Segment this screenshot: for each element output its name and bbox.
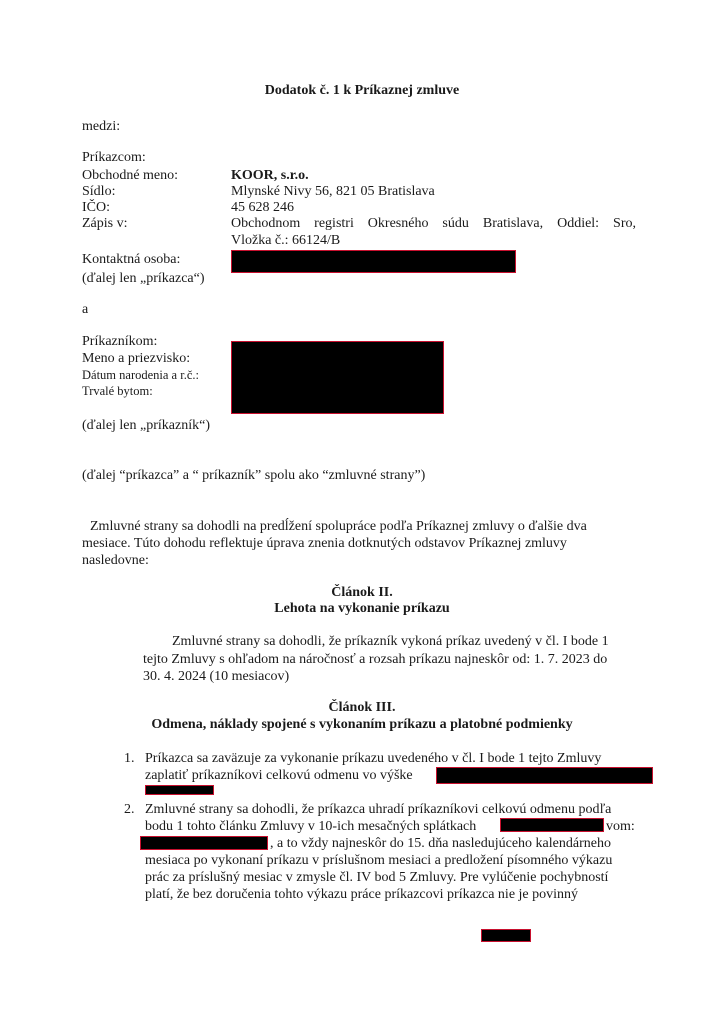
field-label-datum-narodenia: Dátum narodenia a r.č.:: [82, 368, 199, 382]
clanok-3-item-2-number: 2.: [124, 802, 135, 817]
clanok-3-number: Článok III.: [328, 700, 396, 715]
redaction-ucet: [140, 836, 268, 850]
prikazca-dalej: (ďalej len „príkazca“): [82, 271, 205, 286]
clanok-3-title: Odmena, náklady spojené s vykonaním príkazu a platobné podmienky: [151, 717, 573, 732]
field-label-zapis: Zápis v:: [82, 216, 128, 231]
clanok-3-item-1-number: 1.: [124, 751, 135, 766]
clanok-3-item-2-line-4: mesiaca po vykonaní príkazu v príslušnom mesiaci a predložení písomného výkazu: [145, 853, 613, 868]
field-value-obchodne-meno: KOOR, s.r.o.: [231, 168, 309, 183]
clanok-2-line-3: 30. 4. 2024 (10 mesiacov): [143, 669, 290, 684]
prikaznik-heading: Príkazníkom:: [82, 334, 158, 349]
field-label-ico: IČO:: [82, 200, 110, 215]
clanok-2-line-2: tejto Zmluvy s ohľadom na náročnosť a rozsah príkazu najneskôr od: 1. 7. 2023 do: [143, 652, 608, 667]
clanok-3-item-2-line-2: bodu 1 tohto článku Zmluvy v 10-ich mesačných splátkach: [145, 819, 477, 834]
redaction-odmena-vyska: [436, 767, 653, 784]
field-value-sidlo: Mlynské Nivy 56, 821 05 Bratislava: [231, 184, 435, 199]
redaction-kontaktna-osoba: [231, 250, 516, 273]
field-label-sidlo: Sídlo:: [82, 184, 116, 199]
intro-line-3: nasledovne:: [82, 553, 149, 568]
clanok-2-number: Článok II.: [331, 585, 393, 600]
field-value-ico: 45 628 246: [231, 200, 294, 215]
field-label-meno: Meno a priezvisko:: [82, 351, 191, 366]
field-label-trvale-bytom: Trvalé bytom:: [82, 384, 153, 398]
a-separator: a: [82, 302, 89, 317]
redaction-splatky: [500, 818, 604, 832]
clanok-3-item-2-line-6: platí, že bez doručenia tohto výkazu práce príkazcovi príkazca nie je povinný: [145, 887, 579, 902]
clanok-3-item-2-line-3: , a to vždy najneskôr do 15. dňa nasledujúceho kalendárneho: [270, 836, 611, 851]
clanok-3-item-1-line-2: zaplatiť príkazníkovi celkovú odmenu vo výške: [145, 768, 413, 783]
clanok-3-item-2-line-1: Zmluvné strany sa dohodli, že príkazca uhradí príkazníkovi celkovú odmenu podľa: [145, 802, 612, 817]
prikazca-heading: Príkazcom:: [82, 150, 146, 165]
field-value-zapis: Obchodnom registri Okresného súdu Bratislava, Oddiel: Sro,: [231, 216, 636, 231]
clanok-2-title: Lehota na vykonanie príkazu: [274, 601, 450, 616]
document-title: Dodatok č. 1 k Príkaznej zmluve: [264, 83, 460, 98]
redaction-podpis: [481, 929, 531, 942]
intro-line-1: Zmluvné strany sa dohodli na predĺžení spolupráce podľa Príkaznej zmluvy o ďalšie dva: [90, 519, 587, 534]
redaction-prikaznik-udaje: [231, 341, 444, 414]
field-value-zapis-vlozka: Vložka č.: 66124/B: [231, 233, 341, 248]
medzi-label: medzi:: [82, 119, 121, 134]
intro-line-2: mesiace. Túto dohodu reflektuje úprava znenia dotknutých odstavov Príkaznej zmluvy: [82, 536, 567, 551]
field-label-kontaktna-osoba: Kontaktná osoba:: [82, 252, 181, 267]
clanok-2-line-1: Zmluvné strany sa dohodli, že príkazník vykoná príkaz uvedený v čl. I bode 1: [172, 634, 609, 649]
prikaznik-dalej: (ďalej len „príkazník“): [82, 418, 210, 433]
clanok-3-item-2-line-5: prác za príslušný mesiac v zmysle čl. IV bod 5 Zmluvy. Pre vylúčenie pochybností: [145, 870, 609, 885]
zmluvne-strany-definition: (ďalej “príkazca” a “ príkazník” spolu ako “zmluvné strany”): [82, 468, 426, 483]
redaction-odmena-vyska-2: [145, 785, 214, 795]
field-label-obchodne-meno: Obchodné meno:: [82, 168, 179, 183]
clanok-3-item-1-line-1: Príkazca sa zaväzuje za vykonanie príkazu uvedeného v čl. I bode 1 tejto Zmluvy: [145, 751, 602, 766]
clanok-3-item-2-line-2-end: vom:: [606, 819, 635, 834]
